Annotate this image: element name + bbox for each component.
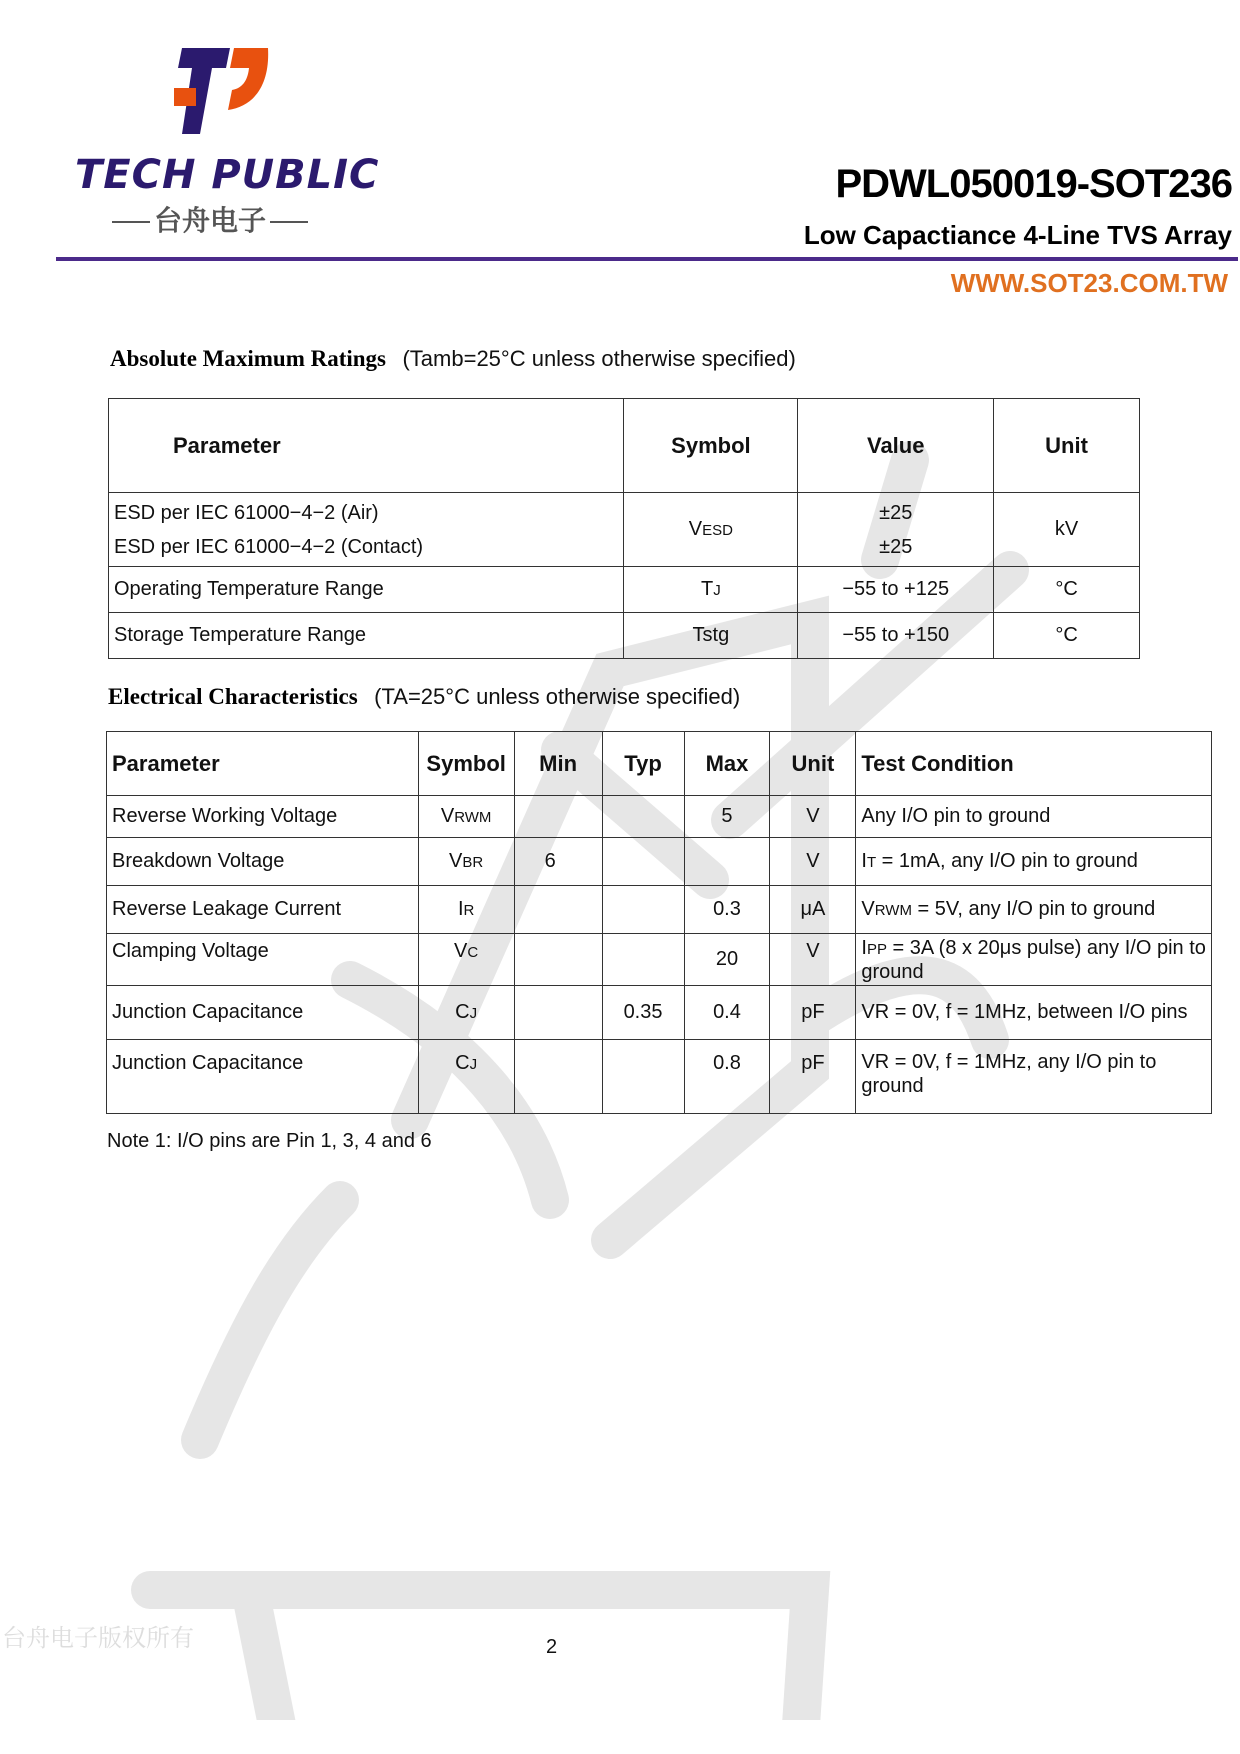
max-cell: 20 xyxy=(684,934,770,986)
table-row xyxy=(107,986,1212,1040)
symbol-cell xyxy=(624,493,798,567)
table-row xyxy=(107,838,1212,886)
typ-cell xyxy=(602,838,684,886)
abs-max-condition: (Tamb=25°C unless otherwise specified) xyxy=(402,346,796,371)
header-min: Min xyxy=(514,732,602,796)
header-value: Value xyxy=(798,399,994,493)
symbol-subscript: C xyxy=(467,944,479,961)
cond-subscript: PP xyxy=(866,940,887,958)
header-unit: Unit xyxy=(994,399,1140,493)
param-esd-contact: ESD per IEC 61000−4−2 (Contact) xyxy=(114,535,424,558)
unit-cell: kV xyxy=(994,493,1140,567)
symbol-subscript: RWM xyxy=(454,809,492,826)
param-cell: Junction Capacitance xyxy=(107,1040,419,1114)
header-rule xyxy=(56,257,1238,261)
symbol-cell xyxy=(418,934,514,986)
symbol-cell: Tstg xyxy=(624,613,798,659)
value-air: ±25 xyxy=(879,501,913,524)
cond-text: = 5V, any I/O pin to ground xyxy=(911,898,1156,920)
typ-cell xyxy=(602,1040,684,1114)
typ-cell xyxy=(602,934,684,986)
max-cell: 0.3 xyxy=(684,886,770,934)
min-cell xyxy=(514,1040,602,1114)
value-cell xyxy=(798,493,994,567)
website-link[interactable]: WWW.SOT23.COM.TW xyxy=(950,268,1228,298)
condition-cell xyxy=(856,934,1212,986)
table-row xyxy=(107,886,1212,934)
symbol-subscript: R xyxy=(463,902,475,919)
cond-subscript: T xyxy=(866,854,877,871)
unit-cell: pF xyxy=(770,1040,856,1114)
header-max: Max xyxy=(684,732,770,796)
logo-text-en: TECH PUBLIC xyxy=(75,152,380,198)
abs-max-table xyxy=(108,398,1140,659)
header-unit: Unit xyxy=(770,732,856,796)
abs-max-title: Absolute Maximum Ratings xyxy=(110,346,387,371)
symbol-cell xyxy=(624,567,798,613)
min-cell xyxy=(514,886,602,934)
max-cell: 5 xyxy=(684,796,770,838)
max-cell: 0.4 xyxy=(684,986,770,1040)
symbol: C xyxy=(455,1052,470,1074)
min-cell xyxy=(514,934,602,986)
condition-cell xyxy=(856,838,1212,886)
typ-cell xyxy=(602,886,684,934)
header-symbol: Symbol xyxy=(418,732,514,796)
unit-cell: μA xyxy=(770,886,856,934)
header-typ: Typ xyxy=(602,732,684,796)
symbol-cell xyxy=(418,796,514,838)
symbol-cell xyxy=(418,986,514,1040)
symbol: V xyxy=(688,518,703,540)
symbol: V xyxy=(440,805,455,827)
watermark-text: 台舟电子版权所有 xyxy=(2,1624,194,1652)
symbol: I xyxy=(457,898,464,920)
symbol-subscript: ESD xyxy=(702,522,733,539)
symbol-cell xyxy=(418,838,514,886)
param-cell: Operating Temperature Range xyxy=(109,567,624,613)
typ-cell: 0.35 xyxy=(602,986,684,1040)
cond-subscript: RWM xyxy=(874,902,912,919)
logo-text-cn: 台舟电子 xyxy=(108,199,312,239)
condition-cell: VR = 0V, f = 1MHz, between I/O pins xyxy=(856,986,1212,1040)
company-logo xyxy=(70,44,380,237)
symbol: C xyxy=(455,1001,470,1023)
condition-cell xyxy=(856,886,1212,934)
table-row xyxy=(109,567,1140,613)
cond-symbol: I xyxy=(861,850,867,872)
cond-text: = 1mA, any I/O pin to ground xyxy=(876,850,1138,872)
abs-max-heading xyxy=(110,346,796,372)
symbol: V xyxy=(454,940,468,962)
param-cell: Junction Capacitance xyxy=(107,986,419,1040)
param-cell: Storage Temperature Range xyxy=(109,613,624,659)
unit-cell: pF xyxy=(770,986,856,1040)
param-esd-air: ESD per IEC 61000−4−2 (Air) xyxy=(114,501,379,524)
unit-cell: °C xyxy=(994,613,1140,659)
value-cell: −55 to +125 xyxy=(798,567,994,613)
symbol-cell xyxy=(418,1040,514,1114)
table-row xyxy=(107,796,1212,838)
elec-title: Electrical Characteristics xyxy=(108,684,358,709)
max-cell: 0.8 xyxy=(684,1040,770,1114)
header-parameter: Parameter xyxy=(107,732,419,796)
condition-cell: VR = 0V, f = 1MHz, any I/O pin to ground xyxy=(856,1040,1212,1114)
param-cell: Reverse Working Voltage xyxy=(107,796,419,838)
param-cell: Breakdown Voltage xyxy=(107,838,419,886)
table-row xyxy=(109,613,1140,659)
symbol: T xyxy=(701,578,714,600)
param-cell: Clamping Voltage xyxy=(107,934,419,986)
footnote: Note 1: I/O pins are Pin 1, 3, 4 and 6 xyxy=(107,1130,432,1152)
table-row xyxy=(109,493,1140,567)
unit-cell: V xyxy=(770,838,856,886)
symbol-subscript: J xyxy=(713,582,721,599)
table-header-row xyxy=(107,732,1212,796)
header-parameter: Parameter xyxy=(109,399,624,493)
param-cell xyxy=(109,493,624,567)
min-cell xyxy=(514,796,602,838)
unit-cell: °C xyxy=(994,567,1140,613)
elec-condition: (TA=25°C unless otherwise specified) xyxy=(374,684,741,709)
header-test-condition: Test Condition xyxy=(856,732,1212,796)
header-symbol: Symbol xyxy=(624,399,798,493)
min-cell: 6 xyxy=(514,838,602,886)
value-cell: −55 to +150 xyxy=(798,613,994,659)
symbol: V xyxy=(449,850,463,872)
cond-symbol: I xyxy=(861,936,867,959)
cond-symbol: V xyxy=(861,898,875,920)
tp-logo-icon xyxy=(170,44,270,139)
elec-table xyxy=(106,731,1212,1114)
symbol-subscript: J xyxy=(469,1005,478,1022)
max-cell xyxy=(684,838,770,886)
part-number: PDWL050019-SOT236 xyxy=(835,162,1232,206)
cond-text: = 3A (8 x 20μs pulse) any I/O pin to ground xyxy=(861,936,1206,983)
condition-cell: Any I/O pin to ground xyxy=(856,796,1212,838)
table-row xyxy=(107,1040,1212,1114)
min-cell xyxy=(514,986,602,1040)
symbol-cell xyxy=(418,886,514,934)
param-cell: Reverse Leakage Current xyxy=(107,886,419,934)
table-row xyxy=(107,934,1212,986)
value-contact: ±25 xyxy=(879,535,913,558)
symbol-subscript: J xyxy=(469,1056,478,1073)
typ-cell xyxy=(602,796,684,838)
unit-cell: V xyxy=(770,934,856,986)
symbol-subscript: BR xyxy=(462,854,484,871)
page-number: 2 xyxy=(546,1636,558,1658)
elec-heading xyxy=(108,684,740,710)
unit-cell: V xyxy=(770,796,856,838)
table-header-row xyxy=(109,399,1140,493)
document-subtitle: Low Capactiance 4-Line TVS Array xyxy=(803,220,1232,250)
